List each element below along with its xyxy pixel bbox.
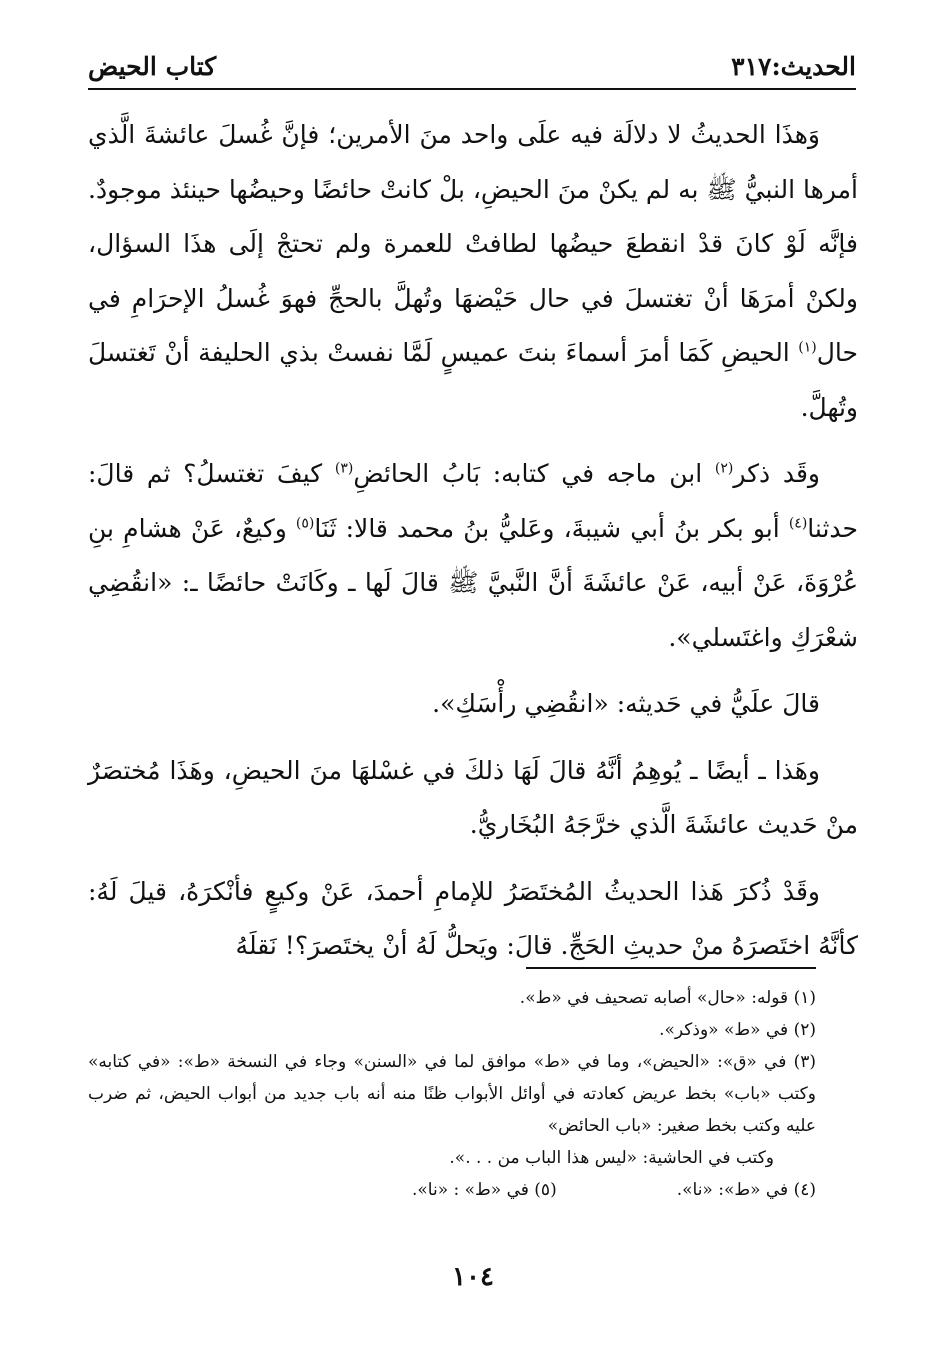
- paragraph-text: ابن ماجه في كتابه: بَابُ الحائضِ: [353, 459, 715, 488]
- body-paragraph: [88, 865, 858, 974]
- paragraph-text: وَهذَا الحديثُ لا دلالَة فيه علَى واحد منَ الأمرين؛ فإنَّ غُسلَ عائشةَ الَّذي أمرها النبيُّ ﷺ به لم يكنْ منَ الحيضِ، بلْ كانتْ حائضًا وحيضُها حينئذ موجودٌ. فإنَّه لَوْ كانَ قدْ انقطعَ حيضُها لطافتْ للعمرة ولم تحتجْ إلَى هذَا السؤال، ولكنْ أمرَهَا أنْ تغتسلَ في حال حَيْضهَا وتُهلَّ بالحجِّ فهوَ غُسلُ الإحرَامِ في حال: [88, 120, 858, 367]
- paragraph-text: وقَدْ ذُكرَ هَذا الحديثُ المُختَصَرُ للإمامِ أحمدَ، عَنْ وكيعٍ فأنْكرَهُ، قيلَ لَهُ: كأنَّهُ اختَصرَهُ منْ حديثِ الحَجِّ. قالَ: ويَحلُّ لَهُ أنْ يختَصرَ؟! نَقلَهُ: [88, 876, 858, 960]
- footnote-reference: (١): [798, 339, 817, 356]
- paragraph-text: قالَ علَيُّ في حَديثه: «انقُضِي رأْسَكِ».: [432, 689, 820, 718]
- footnote-row-4-5: [88, 1174, 816, 1206]
- footnote-reference: (٢): [714, 460, 734, 477]
- header-divider: [88, 88, 856, 90]
- paragraph-text: كيفَ تغتسلُ؟ ثم قالَ: حدثنا: [88, 459, 858, 543]
- body-paragraph: [88, 677, 858, 732]
- paragraph-text: أبو بكر بنُ أبي شيبةَ، وعَليُّ بنُ محمد قالا: ثَنَا: [314, 513, 789, 543]
- footnote-4: (٤) في «ط»: «نا».: [676, 1180, 816, 1200]
- hadith-number-label: الحديث:٣١٧: [731, 52, 856, 81]
- paragraph-text: الحيضِ كَمَا أمرَ أسماءَ بنتَ عميسٍ لَمَّا نفستْ بذي الحليفة أنْ تَغتسلَ وتُهلَّ.: [88, 338, 858, 422]
- paragraph-text: وهَذا ـ أيضًا ـ يُوهِمُ أنَّهُ قالَ لَهَا ذلكَ في غسْلهَا منَ الحيضِ، وهَذَا مُختصَرٌ منْ حَديث عائشَةَ الَّذي خرَّجَهُ البُخَاريُّ.: [88, 755, 858, 839]
- footnote-divider: [526, 967, 816, 969]
- main-text: [88, 108, 858, 986]
- footnote-5: (٥) في «ط» : «نا».: [412, 1180, 557, 1200]
- body-paragraph: [88, 744, 858, 853]
- footnotes: [88, 982, 816, 1206]
- page-header: [88, 52, 856, 86]
- footnote-reference: (٣): [334, 460, 354, 477]
- paragraph-text: وكيعٌ، عَنْ هشامِ بنِ عُرْوَةَ، عَنْ أبيه، عَنْ عائشَةَ أنَّ النَّبيَّ ﷺ قالَ لَها ـ وكَانَتْ حائضًا ـ: «انقُضِي شعْرَكِ واغتَسلي».: [88, 513, 858, 652]
- footnote-3: (٣) في «ق»: «الحيض»، وما في «ط» موافق لما في «السنن» وجاء في النسخة «ط»: «في كتابه» وكتب «باب» بخط عريض كعادته في أوائل الأبواب ظنًا منه أنه باب جديد من أبواب الحيض، ثم ضرب عليه وكتب بخط صغير: «باب الحائض»: [88, 1052, 816, 1136]
- footnote-3-continuation: وكتب في الحاشية: «ليس هذا الباب من . . .».: [449, 1148, 774, 1168]
- footnote-reference: (٥): [295, 515, 315, 532]
- body-paragraph: [88, 447, 858, 665]
- paragraph-text: وقَد ذكر: [733, 459, 820, 488]
- footnote-1: (١) قوله: «حال» أصابه تصحيف في «ط».: [519, 988, 816, 1008]
- footnote-2: (٢) في «ط» «وذكر».: [659, 1020, 816, 1040]
- page-number: ١٠٤: [452, 1262, 494, 1292]
- body-paragraph: [88, 108, 858, 435]
- footnote-reference: (٤): [788, 515, 808, 532]
- book-title: كتاب الحيض: [88, 52, 217, 81]
